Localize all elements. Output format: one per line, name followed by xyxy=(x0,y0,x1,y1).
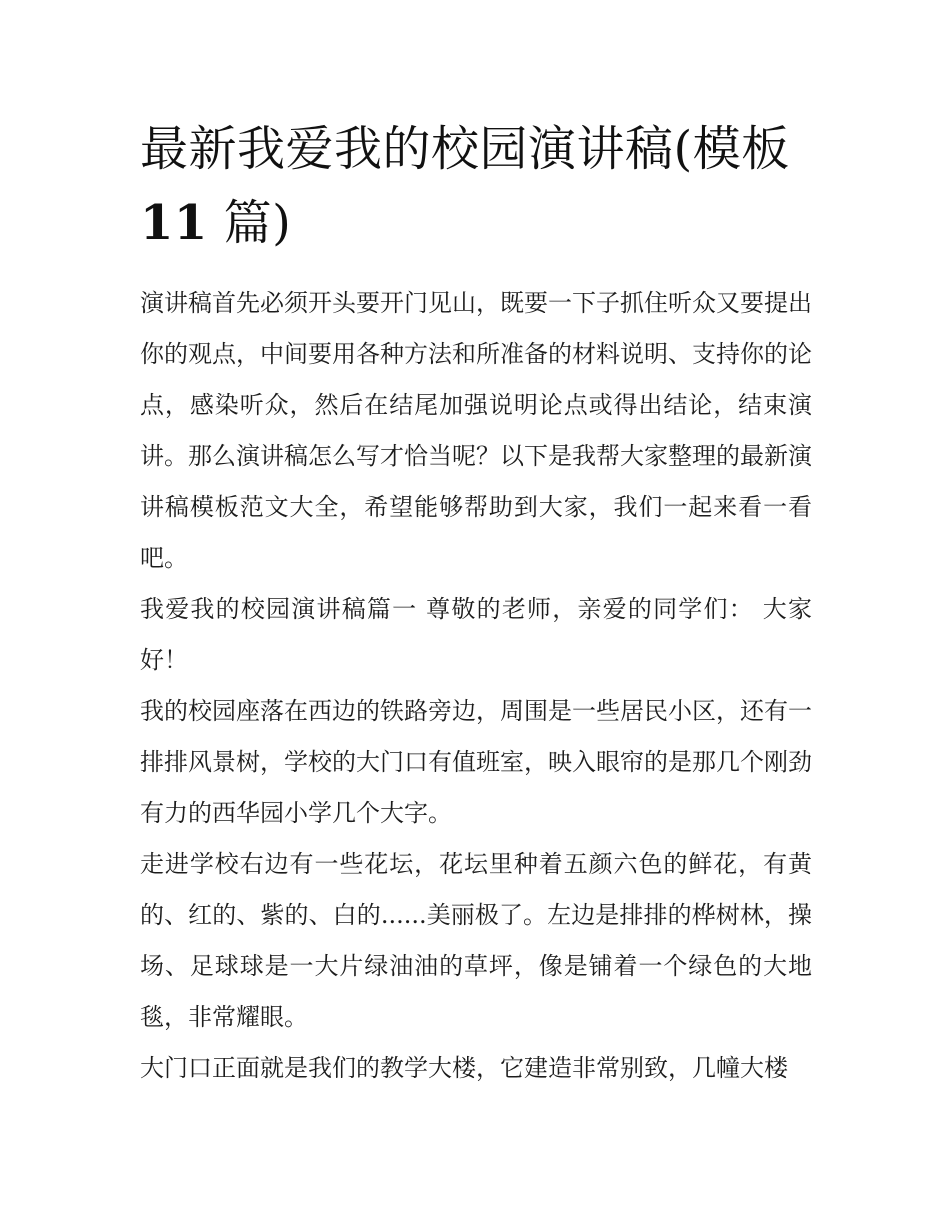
paragraph-teaching-building: 大门口正面就是我们的教学大楼，它建造非常别致，几幢大楼 xyxy=(140,1054,788,1082)
title-main: 最新我爱我的校园演讲稿(模板 xyxy=(140,121,790,177)
document-body xyxy=(140,112,812,1094)
paragraph-school-location: 我的校园座落在西边的铁路旁边，周围是一些居民小区，还有一排排风景树，学校的大门口有值班室，映入眼帘的是那几个刚劲有力的西华园小学几个大字。 xyxy=(140,697,812,827)
paragraph-intro: 演讲稿首先必须开头要开门见山，既要一下子抓住听众又要提出你的观点，中间要用各种方法和所准备的材料说明、支持你的论点，感染听众，然后在结尾加强说明论点或得出结论，结束演讲。那么演讲稿怎么写才恰当呢？以下是我帮大家整理的最新演讲稿模板范文大全，希望能够帮助到大家，我们一起来看一看吧。 xyxy=(140,289,812,572)
paragraph-greeting: 我爱我的校园演讲稿篇一 尊敬的老师，亲爱的同学们： 大家好！ xyxy=(140,595,812,674)
title-count: 11 xyxy=(140,195,208,251)
document-title xyxy=(140,112,812,260)
paragraph-flower-beds: 走进学校右边有一些花坛，花坛里种着五颜六色的鲜花，有黄的、红的、紫的、白的......美丽极了。左边是排排的桦树林，操场、足球球是一大片绿油油的草坪，像是铺着一个绿色的大地毯，非常耀眼。 xyxy=(140,850,812,1031)
title-suffix: 篇) xyxy=(223,195,292,251)
